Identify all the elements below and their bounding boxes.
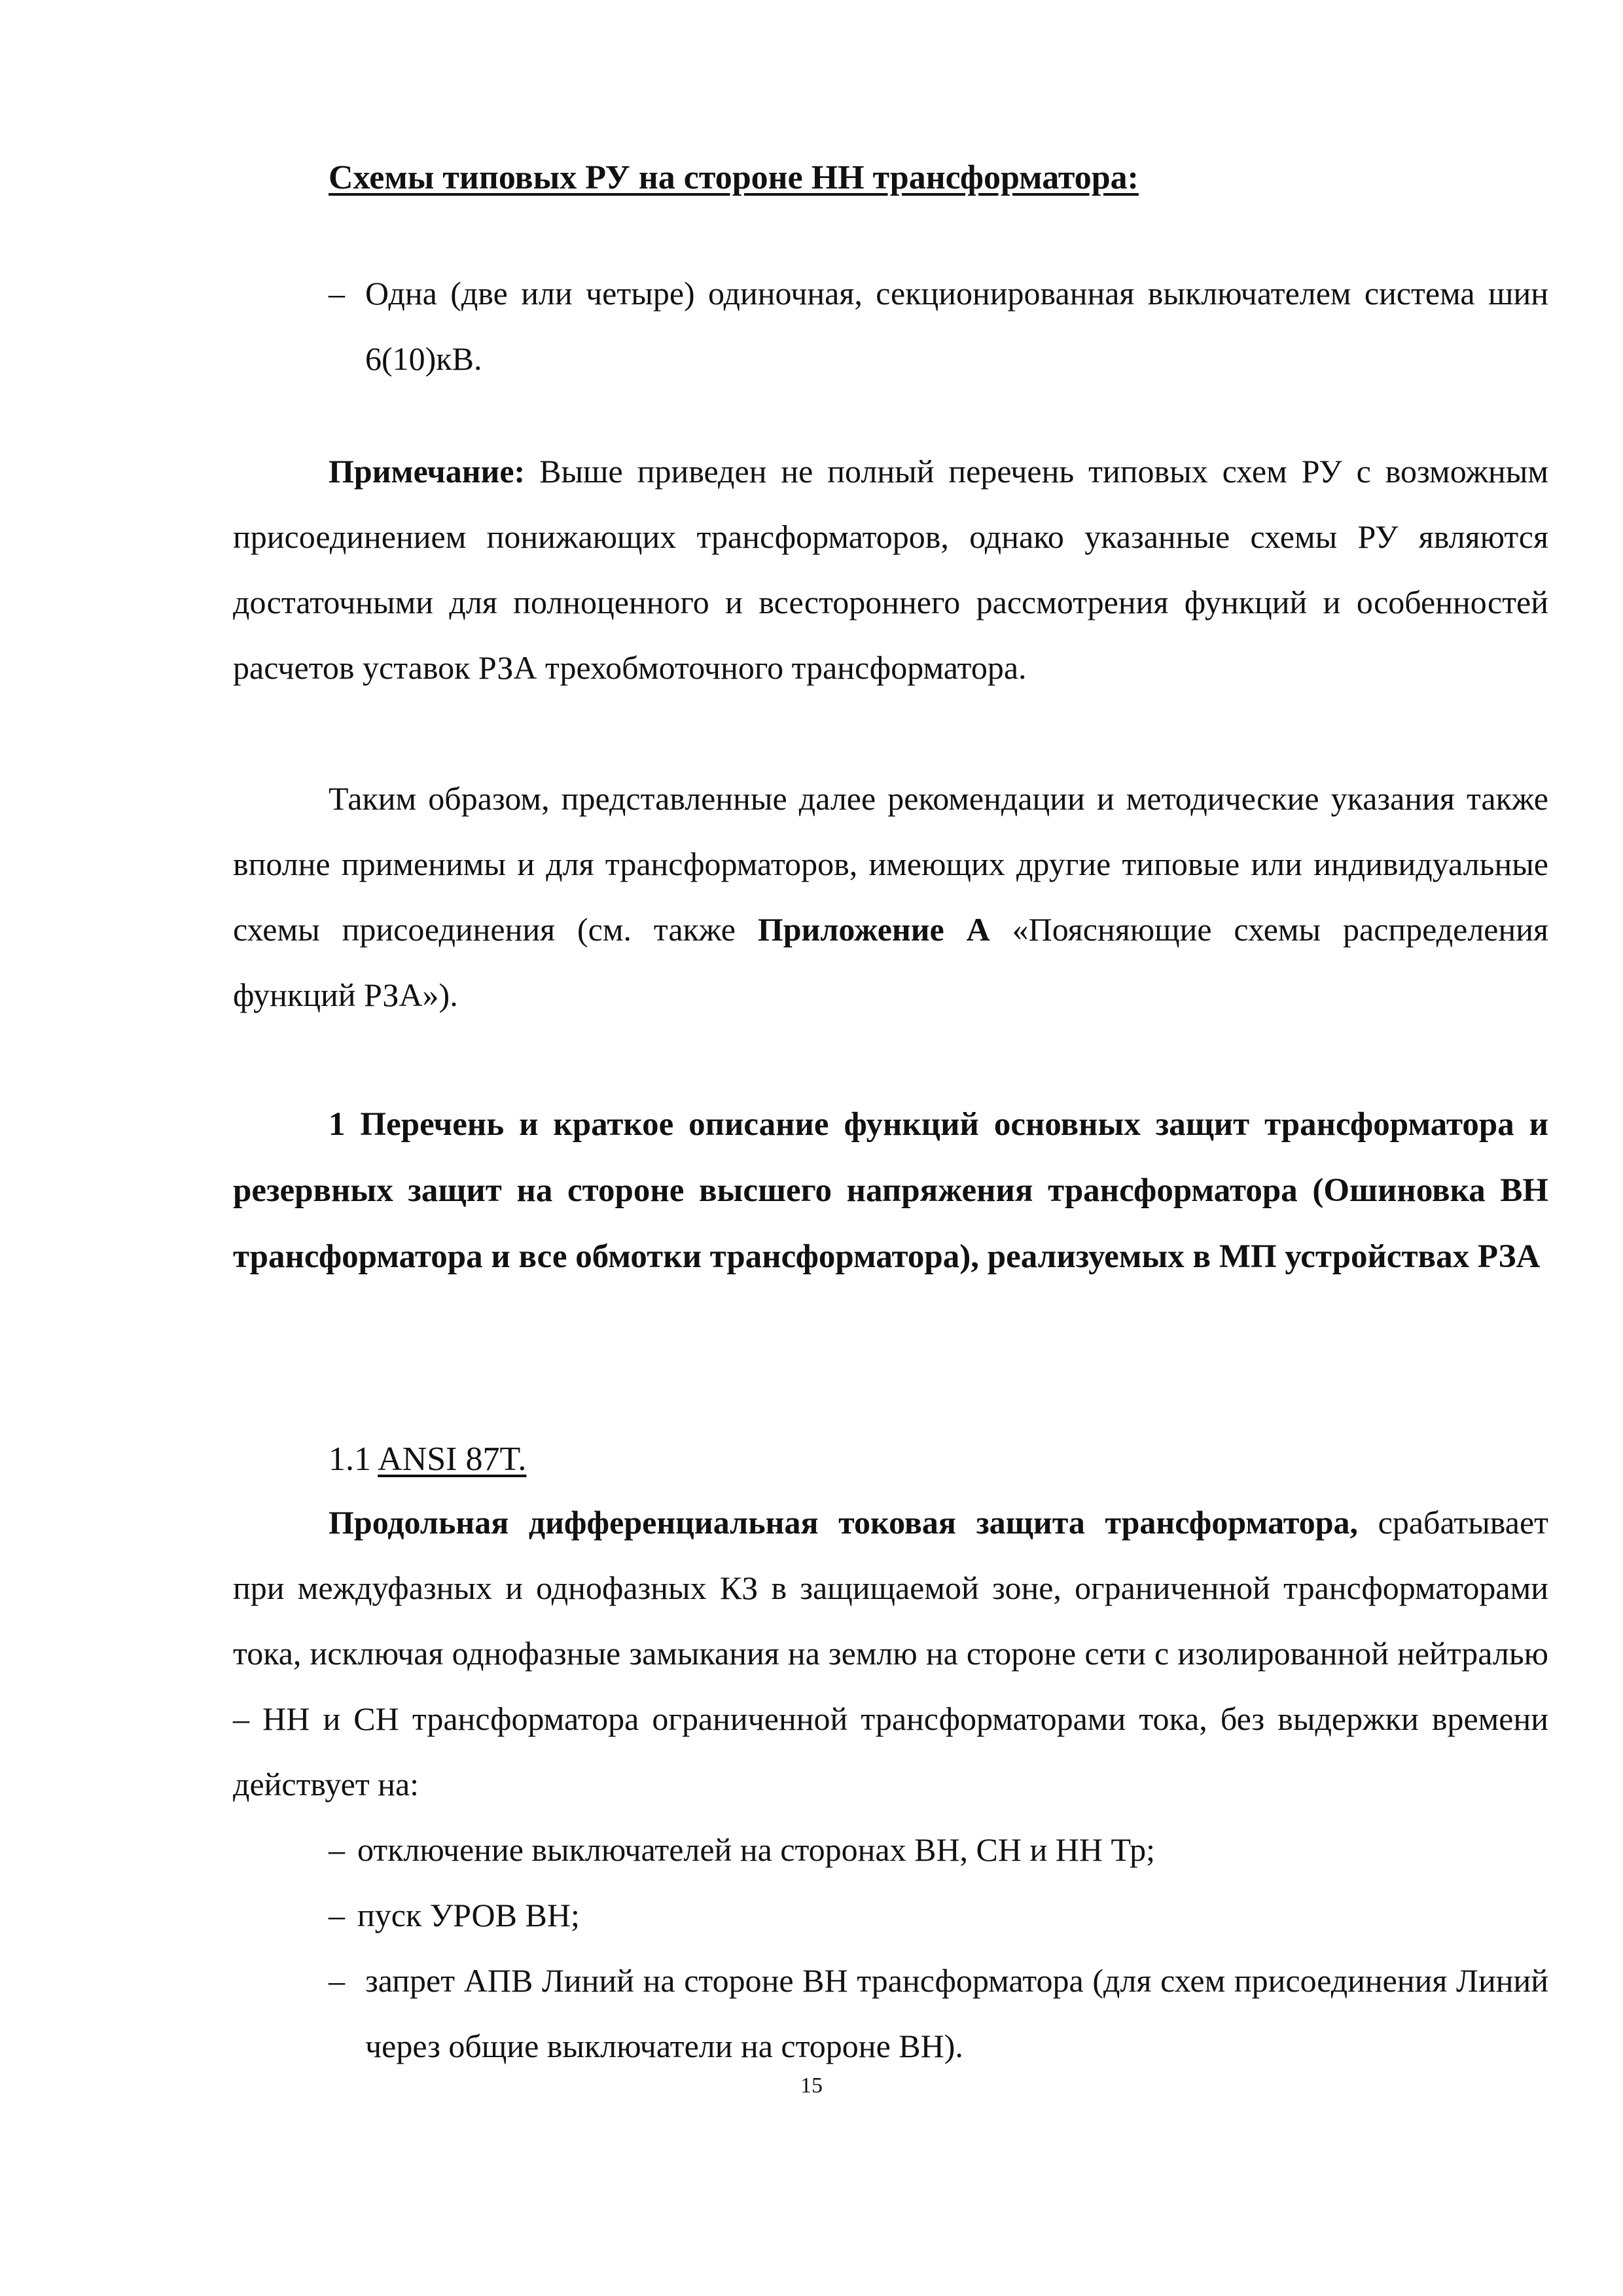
paragraph-applicability-text: Таким образом, представленные далее рекомендации и методические указания также вполне применимы и для трансформаторов, имеющих другие типовые или индивидуальные схемы присоединения (см. также xyxy=(233,780,1548,948)
paragraph-differential-protection xyxy=(233,1490,1548,1817)
list-dash-marker: – xyxy=(329,1897,345,1933)
subsection-number: 1.1 xyxy=(329,1441,378,1478)
section-1-title: 1 Перечень и краткое описание функций основных защит трансформатора и резервных защит на стороне высшего напряжения трансформатора (Ошиновка ВН трансформатора и все обмотки трансформатора), реализуемых в МП устройствах РЗА xyxy=(233,1106,1548,1275)
page-number: 15 xyxy=(800,2073,823,2098)
appendix-reference: Приложение А xyxy=(757,911,990,948)
action-text: пуск УРОВ ВН; xyxy=(357,1897,580,1933)
list-item-text: Одна (две или четыре) одиночная, секционированная выключателем система шин 6(10)кВ. xyxy=(365,275,1548,377)
subsection-1-1-title xyxy=(329,1427,526,1492)
action-item-block-autoreclose xyxy=(329,1948,1548,2079)
note-paragraph xyxy=(233,439,1548,700)
list-item-busbar-system xyxy=(329,260,1548,391)
action-item-breaker-failure-start xyxy=(329,1882,1548,1948)
note-text: Выше приведен не полный перечень типовых схем РУ с возможным присоединением понижающих трансформаторов, однако указанные схемы РУ являются достаточными для полноценного и всестороннего рассмотрения функций и особенностей расчетов уставок РЗА трехобмоточного трансформатора. xyxy=(233,453,1548,686)
protection-description: срабатывает при междуфазных и однофазных КЗ в защищаемой зоне, ограниченной трансформаторами тока, исключая однофазные замыкания на землю на стороне сети с изолированной нейтралью – НН и СН трансформатора ограниченной трансформаторами тока, без выдержки времени действует на: xyxy=(233,1504,1548,1803)
subsection-code: ANSI 87T. xyxy=(378,1441,527,1478)
section-heading-lv-switchgear: Схемы типовых РУ на стороне НН трансформатора: xyxy=(329,159,1139,196)
list-dash-marker: – xyxy=(329,1831,345,1868)
paragraph-applicability xyxy=(233,766,1548,1028)
action-text: отключение выключателей на сторонах ВН, СН и НН Тр; xyxy=(357,1831,1156,1868)
list-dash-marker: – xyxy=(329,1962,345,1999)
action-text: запрет АПВ Линий на стороне ВН трансформатора (для схем присоединения Линий через общие выключатели на стороне ВН). xyxy=(365,1962,1548,2064)
protection-name: Продольная дифференциальная токовая защита трансформатора, xyxy=(329,1504,1359,1541)
list-dash-marker: – xyxy=(329,275,345,312)
paragraph-applicability-tail: «Поясняющие схемы распределения функций РЗА»). xyxy=(233,911,1548,1013)
action-item-trip-breakers xyxy=(329,1817,1548,1882)
note-label: Примечание: xyxy=(329,453,526,490)
